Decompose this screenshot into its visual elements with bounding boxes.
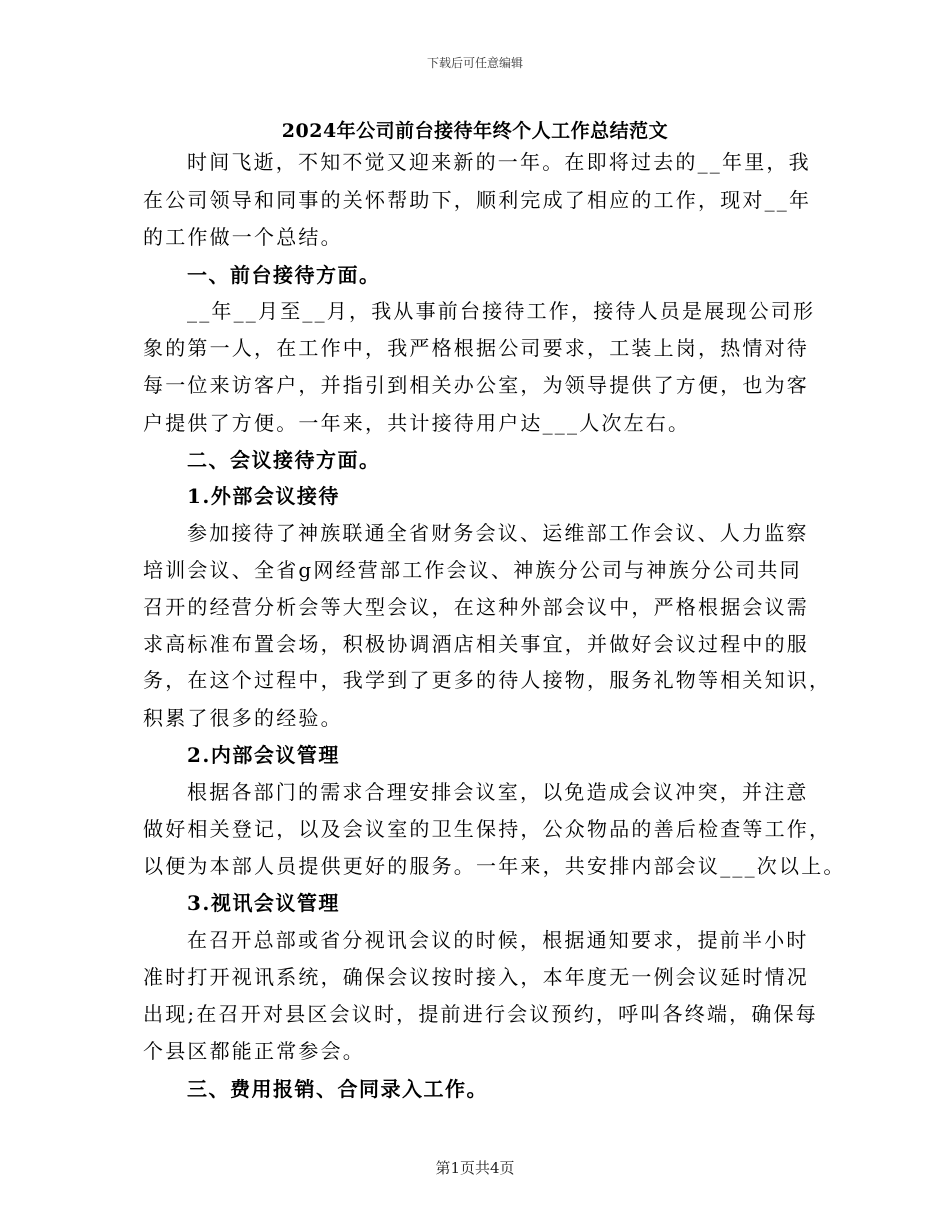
paragraph-line: 务，在这个过程中，我学到了更多的待人接物，服务礼物等相关知识， <box>143 668 832 692</box>
paragraph-line: 准时打开视讯系统，确保会议按时接入，本年度无一例会议延时情况 <box>143 965 809 989</box>
paragraph-line: 个县区都能正常参会。 <box>143 1039 365 1063</box>
paragraph-line: 的工作做一个总结。 <box>143 225 343 249</box>
document-title: 2024年公司前台接待年终个人工作总结范文 <box>281 120 669 142</box>
page-number: 第1页共4页 <box>435 1159 515 1177</box>
section-heading: 三、费用报销、合同录入工作。 <box>187 1077 488 1101</box>
paragraph-line: 求高标准布置会场，积极协调酒店相关事宜，并做好会议过程中的服 <box>143 632 809 656</box>
paragraph-line: __年__月至__月，我从事前台接待工作，接待人员是展现公司形 <box>187 299 816 323</box>
paragraph-line: 出现;在召开对县区会议时，提前进行会议预约，呼叫各终端，确保每 <box>143 1002 818 1026</box>
paragraph-line: 户提供了方便。一年来，共计接待用户达___人次左右。 <box>143 411 691 435</box>
subsection-heading: 1.外部会议接待 <box>187 484 340 508</box>
paragraph-line: 时间飞逝，不知不觉又迎来新的一年。在即将过去的__年里，我 <box>187 150 811 174</box>
header-note: 下载后可任意编辑 <box>426 56 523 70</box>
paragraph-line: 在公司领导和同事的关怀帮助下，顺利完成了相应的工作，现对__年 <box>143 188 812 212</box>
paragraph-line: 在召开总部或省分视讯会议的时候，根据通知要求，提前半小时 <box>187 928 809 952</box>
subsection-heading: 3.视讯会议管理 <box>187 891 340 915</box>
paragraph-line: 根据各部门的需求合理安排会议室，以免造成会议冲突，并注意 <box>187 780 809 804</box>
paragraph-line: 培训会议、全省g网经营部工作会议、神族分公司与神族分公司共同 <box>143 558 802 582</box>
paragraph-line: 以便为本部人员提供更好的服务。一年来，共安排内部会议___次以上。 <box>143 854 846 878</box>
paragraph-line: 象的第一人，在工作中，我严格根据公司要求，工装上岗，热情对待 <box>143 336 809 360</box>
paragraph-line: 参加接待了神族联通全省财务会议、运维部工作会议、人力监察 <box>187 521 809 545</box>
subsection-heading: 2.内部会议管理 <box>187 743 340 767</box>
paragraph-line: 做好相关登记，以及会议室的卫生保持，公众物品的善后检查等工作， <box>143 817 832 841</box>
paragraph-line: 每一位来访客户，并指引到相关办公室，为领导提供了方便，也为客 <box>143 373 809 397</box>
paragraph-line: 积累了很多的经验。 <box>143 706 343 730</box>
paragraph-line: 召开的经营分析会等大型会议，在这种外部会议中，严格根据会议需 <box>143 595 809 619</box>
section-heading: 二、会议接待方面。 <box>187 448 381 472</box>
section-heading: 一、前台接待方面。 <box>187 263 381 287</box>
